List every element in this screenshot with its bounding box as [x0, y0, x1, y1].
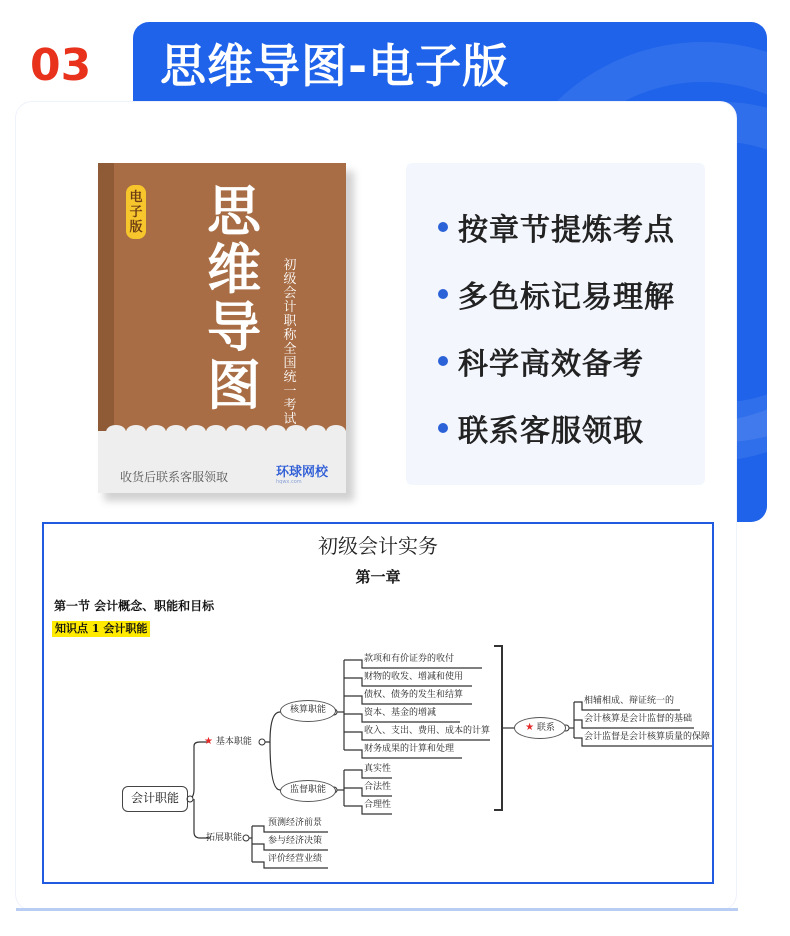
mindmap-leaf: 评价经营业绩	[268, 854, 323, 864]
mindmap-leaf: 收入、支出、费用、成本的计算	[364, 726, 491, 736]
mindmap-leaf: 合法性	[364, 782, 392, 792]
book-footer-text: 收货后联系客服领取	[120, 470, 229, 484]
book-scallop-edge	[106, 425, 346, 439]
feature-list-panel	[406, 163, 705, 485]
bullet-dot-icon	[438, 289, 448, 299]
feature-label: 多色标记易理解	[458, 279, 675, 315]
mindmap-title: 初级会计实务	[318, 534, 438, 558]
mindmap-leaf: 参与经济决策	[268, 836, 323, 846]
section-number: 03	[30, 40, 92, 91]
mindmap-chapter: 第一章	[355, 568, 401, 586]
mindmap-leaf: 会计监督是会计核算质量的保障	[584, 732, 711, 742]
bullet-dot-icon	[438, 222, 448, 232]
mindmap-leaf: 相辅相成、辩证统一的	[584, 696, 675, 706]
feature-item	[438, 260, 705, 327]
feature-item	[438, 327, 705, 394]
mindmap-leaf: 预测经济前景	[268, 818, 323, 828]
star-icon: ★	[204, 736, 213, 747]
brand-logo: 环球网校	[276, 465, 329, 480]
mindmap-node-supervision: 监督职能	[280, 780, 336, 802]
mindmap-node-relation	[514, 717, 566, 739]
feature-label: 科学高效备考	[458, 346, 644, 382]
feature-item	[438, 193, 705, 260]
book-subtitle: 初级会计职称全国统一考试	[283, 258, 297, 427]
feature-item	[438, 394, 705, 461]
mindmap-node-extend: 拓展职能	[206, 833, 243, 843]
mindmap-node-accounting: 核算职能	[280, 700, 336, 722]
section-title: 思维导图-电子版	[160, 39, 510, 93]
mindmap-leaf: 资本、基金的增减	[364, 708, 437, 718]
book-title: 思维导图	[207, 180, 261, 417]
mindmap-leaf: 款项和有价证券的收付	[364, 654, 455, 664]
mindmap-root-node: 会计职能	[122, 786, 188, 812]
book-cover	[98, 163, 346, 493]
feature-label: 按章节提炼考点	[458, 212, 675, 248]
star-icon: ★	[525, 722, 535, 733]
mindmap-node-label: 基本职能	[215, 737, 252, 747]
mindmap-knowledge-point: 知识点 1 会计职能	[52, 621, 150, 637]
mindmap-leaf: 合理性	[364, 800, 392, 810]
bullet-dot-icon	[438, 356, 448, 366]
mindmap-leaf: 会计核算是会计监督的基础	[584, 714, 693, 724]
feature-label: 联系客服领取	[458, 413, 644, 449]
mindmap-node-label: 联系	[536, 723, 555, 733]
mindmap-book-cover	[98, 163, 350, 495]
mindmap-leaf: 债权、债务的发生和结算	[364, 690, 464, 700]
mindmap-leaf: 财务成果的计算和处理	[364, 744, 455, 754]
brand-logo-url: hqwx.com	[276, 479, 302, 485]
mindmap-section-heading: 第一节 会计概念、职能和目标	[54, 599, 215, 613]
mindmap-preview	[42, 522, 714, 884]
electronic-edition-badge: 电子版	[126, 185, 146, 239]
mindmap-leaf: 财物的收发、增减和使用	[364, 672, 464, 682]
mindmap-leaf: 真实性	[364, 764, 392, 774]
card-bottom-divider	[16, 908, 738, 911]
bullet-dot-icon	[438, 423, 448, 433]
mindmap-node-basic	[204, 736, 252, 748]
